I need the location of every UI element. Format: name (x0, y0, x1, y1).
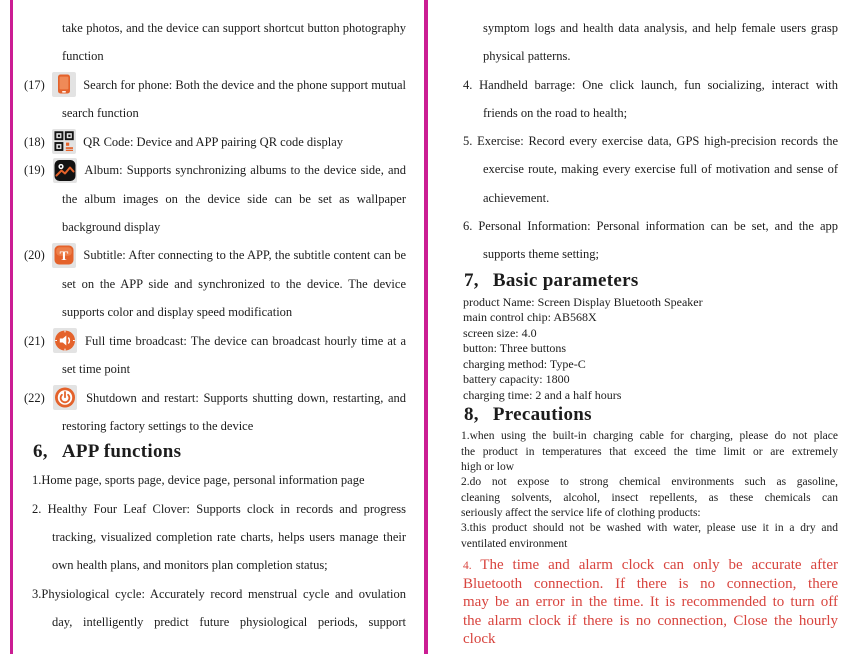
text: battery capacity: 1800 (463, 372, 570, 387)
warning-text-line (455, 556, 838, 575)
warning-text-line (455, 612, 838, 630)
text-line-cont (24, 270, 406, 298)
section-heading (464, 403, 838, 427)
item-text: Full time broadcast: The device can broadcast hourly time at a (85, 333, 407, 348)
text: button: Three buttons (463, 341, 567, 356)
text-line-rnum (455, 212, 838, 240)
text-line-prec (455, 429, 838, 444)
manual-item (24, 71, 406, 100)
item-text: Subtitle: After connecting to the APP, the subtitle content can be (83, 248, 407, 263)
manual-item (24, 128, 406, 157)
text: the album images on the device side can be set as wallpaper (62, 191, 406, 206)
text-line-prec (455, 445, 838, 460)
text-line-appcont (24, 608, 406, 636)
item-number: (17) (24, 77, 45, 92)
text: main control chip: AB568X (463, 310, 597, 325)
text: function (62, 49, 104, 64)
text-line-prec (455, 506, 838, 521)
warning-item-number: 4. (463, 559, 472, 572)
album-icon (53, 158, 77, 183)
item-number: (20) (24, 248, 45, 263)
warning-text: the alarm clock if there is no connection, Close the hourly (463, 612, 838, 629)
text-line-app (24, 495, 406, 523)
text: set time point (62, 362, 131, 377)
text-line-prec (455, 521, 838, 536)
text: cleaning solvents, alcohol, insect repellents, as these chemicals can (461, 491, 838, 504)
text: ventilated environment (461, 537, 568, 550)
text-line-appcont (24, 523, 406, 551)
text: charging method: Type-C (463, 356, 586, 371)
text-line-cont (24, 213, 406, 241)
section-number: 6, (33, 441, 48, 463)
manual-item (24, 327, 406, 356)
text: 1.Home page, sports page, device page, personal information page (32, 473, 365, 488)
warning-text: Bluetooth connection. If there is no connection, there (463, 576, 838, 593)
manual-item (24, 156, 406, 185)
text-line-cont (24, 412, 406, 440)
text: restoring factory settings to the device (62, 419, 254, 434)
power-icon (53, 385, 77, 410)
section-heading (33, 440, 406, 464)
text-line-rcont (455, 240, 838, 268)
text-line-rcont (455, 42, 838, 70)
text-line-app (24, 466, 406, 494)
text: achievement. (483, 190, 550, 205)
text-line-cont (24, 14, 406, 42)
text-line-param (455, 357, 838, 373)
text: symptom logs and health data analysis, and help female users grasp (483, 21, 838, 35)
text-line-cont (24, 42, 406, 70)
text-line-rnum (455, 127, 838, 155)
text: 6. Personal Information: Personal information can be set, and the app (463, 219, 838, 234)
text-line-param (455, 295, 838, 311)
text-line-rcont (455, 155, 838, 183)
text-line-prec (455, 491, 838, 506)
text: product Name: Screen Display Bluetooth Speaker (463, 294, 703, 309)
text: physical patterns. (483, 49, 571, 64)
text-line-cont (24, 355, 406, 383)
text: own health plans, and monitors plan completion status; (52, 558, 328, 573)
text-line-cont (24, 185, 406, 213)
left-column (24, 14, 406, 636)
text-line-app (24, 580, 406, 608)
text-line-rcont (455, 14, 838, 42)
warning-text-line (455, 630, 838, 648)
item-number: (22) (24, 390, 45, 405)
text: 3.Physiological cycle: Accurately record menstrual cycle and ovulation (32, 586, 406, 601)
right-column (455, 14, 838, 648)
text: charging time: 2 and a half hours (463, 387, 622, 402)
text: search function (62, 106, 139, 121)
text: 5. Exercise: Record every exercise data, GPS high-precision records the (463, 134, 838, 149)
text-line-rcont (455, 184, 838, 212)
text-line-param (455, 341, 838, 357)
text-line-rnum (455, 71, 838, 99)
text-line-prec (455, 537, 838, 552)
text: seriously affect the service life of clothing products: (461, 506, 701, 519)
text: set on the APP side and synchronized to the device. The device (62, 276, 406, 291)
section-heading (464, 269, 838, 293)
section-number: 8, (464, 404, 479, 426)
text-line-cont (24, 99, 406, 127)
section-title: Precautions (492, 404, 592, 426)
section-title: Basic parameters (492, 269, 639, 291)
text-line-rcont (455, 99, 838, 127)
item-text: QR Code: Device and APP pairing QR code display (83, 134, 343, 149)
text: supports color and display speed modification (62, 305, 293, 320)
page-border-left (10, 0, 13, 654)
text: screen size: 4.0 (463, 325, 537, 340)
text-line-param (455, 388, 838, 404)
text: high or low (461, 460, 515, 473)
text-line-param (455, 326, 838, 342)
text: day, intelligently predict future physiological periods, support (52, 614, 406, 629)
text: take photos, and the device can support shortcut button photography (62, 21, 406, 35)
text: 3.this product should not be washed with water, please use it in a dry and (461, 522, 838, 535)
section-title: APP functions (61, 441, 182, 463)
text: 2. Healthy Four Leaf Clover: Supports clock in records and progress (32, 501, 406, 516)
item-text: Album: Supports synchronizing albums to the device side, and (84, 163, 407, 178)
warning-text-line (455, 575, 838, 593)
subtitle-icon (52, 243, 76, 268)
manual-item (24, 241, 406, 270)
page-divider (424, 0, 428, 654)
item-number: (21) (24, 333, 45, 348)
warning-text: clock (463, 630, 496, 647)
warning-text: The time and alarm clock can only be accurate after (480, 556, 838, 573)
text-line-prec (455, 475, 838, 490)
text: background display (62, 220, 161, 235)
svg-text:T: T (59, 247, 69, 263)
item-text: Search for phone: Both the device and the phone support mutual (83, 77, 407, 92)
section-number: 7, (464, 269, 479, 291)
item-number: (19) (24, 163, 45, 178)
warning-text: may be an error in the time. It is recommended to turn off (463, 594, 838, 611)
search-phone-icon (52, 72, 76, 97)
text: exercise route, making every exercise full of motivation and sense of (483, 162, 838, 177)
text: 2.do not expose to strong chemical environments such as gasoline, (461, 476, 838, 489)
item-number: (18) (24, 134, 45, 149)
text-line-param (455, 310, 838, 326)
text: the product in temperatures that exceed the time limit or are extremely (461, 445, 838, 458)
manual-item (24, 384, 406, 413)
broadcast-icon (53, 328, 77, 353)
text: 4. Handheld barrage: One click launch, fun socializing, interact with (463, 77, 838, 92)
text-line-cont (24, 298, 406, 326)
text-line-param (455, 372, 838, 388)
text: 1.when using the built-in charging cable for charging, please do not place (461, 430, 838, 443)
item-text: Shutdown and restart: Supports shutting down, restarting, and (86, 390, 407, 405)
warning-text-line (455, 593, 838, 611)
text: supports theme setting; (483, 247, 599, 262)
text-line-prec (455, 460, 838, 475)
text-line-appcont (24, 551, 406, 579)
text: tracking, visualized completion rate charts, helps users manage their (52, 530, 406, 545)
text: friends on the road to health; (483, 105, 628, 120)
qr-code-icon (52, 129, 76, 154)
